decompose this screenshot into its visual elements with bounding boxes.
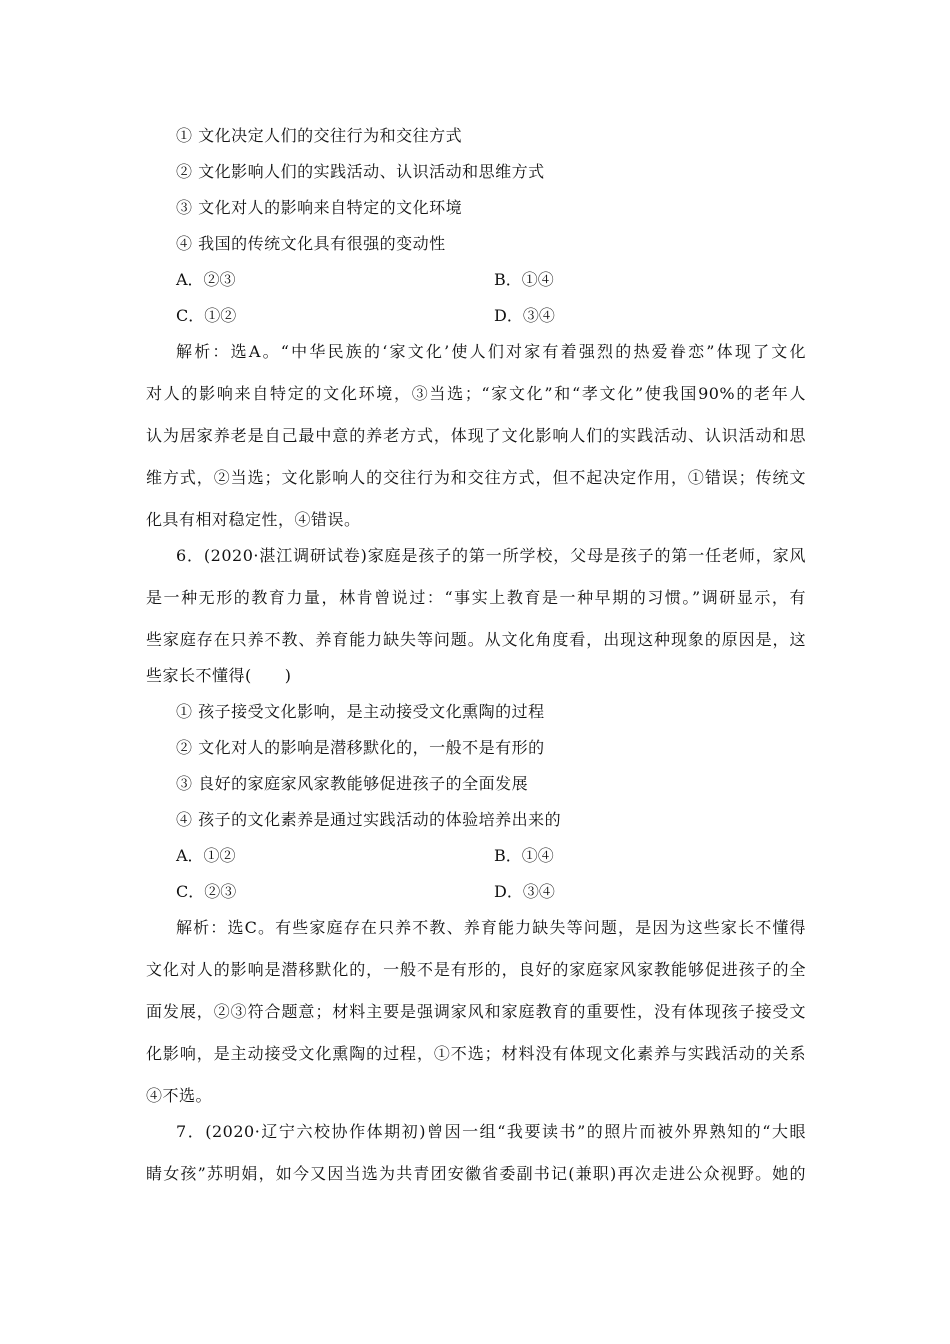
q6-item-2: ② 文化对人的影响是潜移默化的，一般不是有形的 (176, 738, 545, 757)
q5-item-1: ① 文化决定人们的交往行为和交往方式 (176, 126, 463, 145)
q6-analysis-line-1: 解析：选C。有些家庭存在只养不教、养育能力缺失等问题，是因为这些家长不懂得 (176, 918, 806, 937)
q5-option-d: D．③④ (494, 306, 555, 325)
q7-stem-line-1: 7．(2020·辽宁六校协作体期初)曾因一组“我要读书”的照片而被外界熟知的“大眼 (176, 1122, 806, 1141)
q5-analysis-line-5: 化具有相对稳定性，④错误。 (146, 510, 361, 529)
q6-stem-line-4: 些家长不懂得( ) (146, 666, 292, 685)
q5-option-b: B．①④ (494, 270, 554, 289)
q6-stem-line-2: 是一种无形的教育力量，林肯曾说过：“事实上教育是一种早期的习惯。”调研显示，有 (146, 588, 806, 607)
q7-stem-line-2: 睛女孩”苏明娟，如今又因当选为共青团安徽省委副书记(兼职)再次走进公众视野。她的 (146, 1164, 806, 1183)
q5-analysis-line-2: 对人的影响来自特定的文化环境，③当选；“家文化”和“孝文化”使我国90%的老年人 (146, 384, 806, 403)
q6-option-c: C．②③ (176, 882, 237, 901)
q5-analysis-line-3: 认为居家养老是自己最中意的养老方式，体现了文化影响人们的实践活动、认识活动和思 (146, 426, 806, 445)
q6-analysis-line-3: 面发展，②③符合题意；材料主要是强调家风和家庭教育的重要性，没有体现孩子接受文 (146, 1002, 806, 1021)
q6-analysis-line-5: ④不选。 (146, 1086, 213, 1105)
q5-item-4: ④ 我国的传统文化具有很强的变动性 (176, 234, 446, 253)
q5-item-2: ② 文化影响人们的实践活动、认识活动和思维方式 (176, 162, 545, 181)
q6-item-4: ④ 孩子的文化素养是通过实践活动的体验培养出来的 (176, 810, 562, 829)
q6-analysis-line-4: 化影响，是主动接受文化熏陶的过程，①不选；材料没有体现文化素养与实践活动的关系 (146, 1044, 806, 1063)
q6-option-b: B．①④ (494, 846, 554, 865)
q5-analysis-line-1: 解析：选A。“中华民族的‘家文化’使人们对家有着强烈的热爱眷恋”体现了文化 (176, 342, 806, 361)
q6-item-3: ③ 良好的家庭家风家教能够促进孩子的全面发展 (176, 774, 529, 793)
q5-item-3: ③ 文化对人的影响来自特定的文化环境 (176, 198, 463, 217)
q6-stem-line-3: 些家庭存在只养不教、养育能力缺失等问题。从文化角度看，出现这种现象的原因是，这 (146, 630, 806, 649)
q6-option-a: A．①② (176, 846, 236, 865)
q6-analysis-line-2: 文化对人的影响是潜移默化的，一般不是有形的，良好的家庭家风家教能够促进孩子的全 (146, 960, 806, 979)
q6-option-d: D．③④ (494, 882, 555, 901)
q5-analysis-line-4: 维方式，②当选；文化影响人的交往行为和交往方式，但不起决定作用，①错误；传统文 (146, 468, 806, 487)
q5-option-c: C．①② (176, 306, 237, 325)
q6-item-1: ① 孩子接受文化影响，是主动接受文化熏陶的过程 (176, 702, 545, 721)
q5-option-a: A．②③ (176, 270, 236, 289)
q6-stem-line-1: 6．(2020·湛江调研试卷)家庭是孩子的第一所学校，父母是孩子的第一任老师，家风 (176, 546, 806, 565)
